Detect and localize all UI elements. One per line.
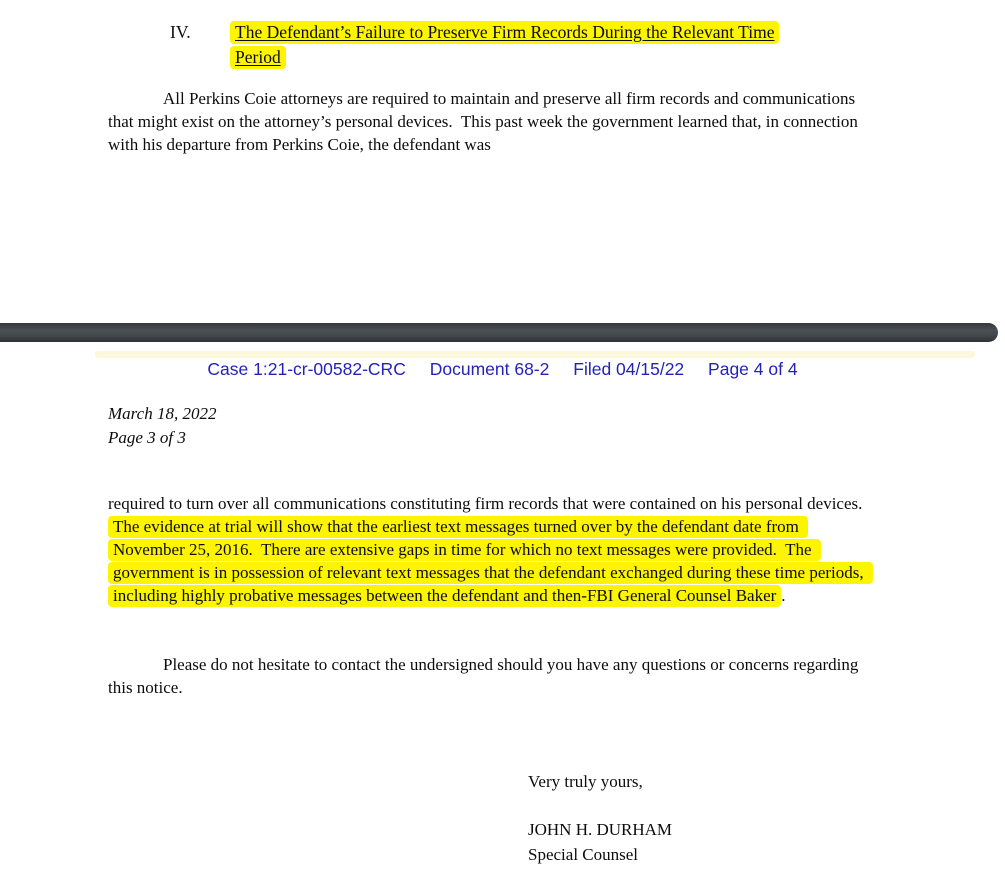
section-heading-number: IV. <box>170 22 191 42</box>
letter-body-paragraph <box>108 492 871 607</box>
signer-name: JOHN H. DURHAM <box>528 820 673 839</box>
signer-title: Special Counsel <box>528 844 639 864</box>
section-heading-line2: Period <box>230 46 286 69</box>
body-text-highlighted: The evidence at trial will show that the earliest text messages turned over by the defendant date from November 25, 2016. There are extensive gaps in time for which no text messages were provided. The government is in possession of relevant text messages that the defendant exchanged during these time periods, including highly probative messages between the defendant and then-FBI General Counsel Baker <box>108 516 873 607</box>
section-heading <box>170 20 890 69</box>
letter-page-number: Page 3 of 3 <box>108 427 186 447</box>
court-filing-stamp <box>0 359 1005 380</box>
stamp-filed-date: Filed 04/15/22 <box>573 359 685 379</box>
body-text-plain-start: required to turn over all communications constituting firm records that were contained on his personal devices. <box>108 494 871 513</box>
section-heading-line1: The Defendant’s Failure to Preserve Firm Records During the Relevant Time <box>230 21 779 44</box>
stamp-case-number: Case 1:21-cr-00582-CRC <box>207 359 406 379</box>
signature-block <box>528 818 672 867</box>
page-separator-bar <box>0 323 998 342</box>
section-heading-text <box>230 20 779 69</box>
stamp-document-number: Document 68-2 <box>429 359 550 379</box>
previous-page-paragraph: All Perkins Coie attorneys are required to maintain and preserve all firm records and communications that might exist on the attorney’s personal devices. This past week the government learned that, in connection with his departure from Perkins Coie, the defendant was <box>108 89 863 154</box>
highlight-ghost-artifact <box>95 351 975 358</box>
stamp-page-number: Page 4 of 4 <box>708 359 798 379</box>
letter-closing-paragraph: Please do not hesitate to contact the undersigned should you have any questions or concerns regarding this notice. <box>108 655 863 697</box>
body-text-plain-end: . <box>781 586 786 605</box>
letter-date: March 18, 2022 <box>108 404 217 423</box>
valediction: Very truly yours, <box>528 772 643 791</box>
letter-header <box>108 402 216 449</box>
